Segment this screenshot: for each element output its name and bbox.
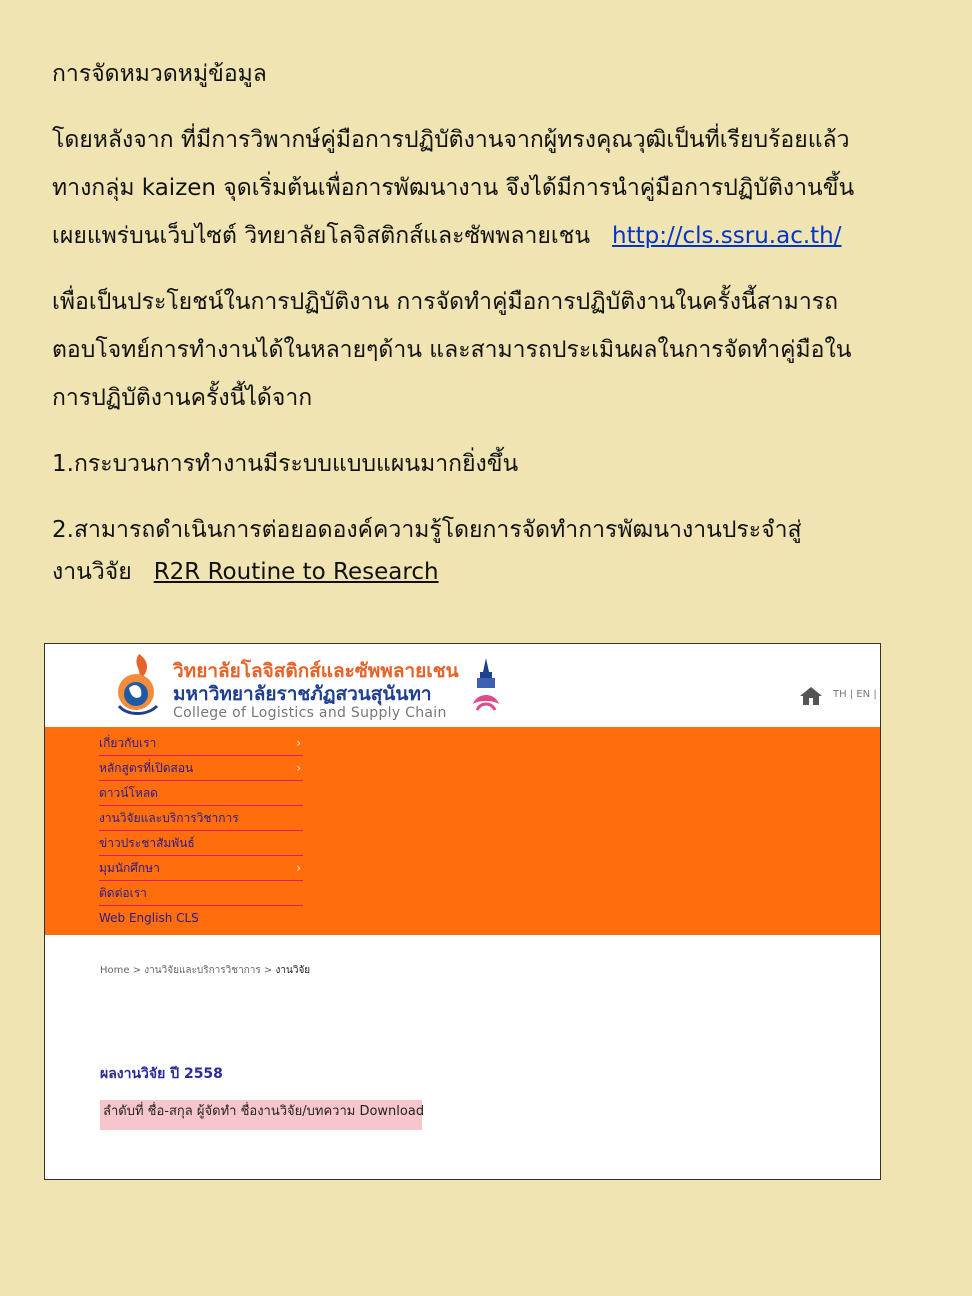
nav-item-label: ติดต่อเรา [99, 886, 147, 900]
website-link[interactable]: http://cls.ssru.ac.th/ [612, 223, 842, 249]
nav-item-label: Web English CLS [99, 911, 199, 925]
nav-item-students[interactable] [99, 856, 303, 881]
list-item-2-line-1: 2.สามารถดำเนินการต่อยอดองค์ความรู้โดยการจัดทำการพัฒนางานประจำสู่ [52, 517, 802, 543]
breadcrumb-home[interactable]: Home [100, 965, 130, 976]
research-table-header: ลำดับที่ ชื่อ-สกุล ผู้จัดทำ ชื่องานวิจัย/บทความ Download [100, 1100, 422, 1130]
r2r-link[interactable]: R2R Routine to Research [153, 559, 439, 585]
nav-item-english[interactable] [99, 906, 303, 930]
breadcrumb-current: งานวิจัย [275, 965, 311, 976]
research-title: ผลงานวิจัย ปี 2558 [100, 1066, 223, 1082]
nav-item-label: ข่าวประชาสัมพันธ์ [99, 836, 195, 850]
chevron-right-icon: › [296, 861, 301, 875]
paragraph-2-line-2: ตอบโจทย์การทำงานได้ในหลายๆด้าน และสามารถประเมินผลในการจัดทำคู่มือใน [52, 337, 852, 363]
nav-item-about[interactable] [99, 731, 303, 756]
chevron-right-icon: › [296, 761, 301, 775]
paragraph-1-line-2: ทางกลุ่ม kaizen จุดเริ่มต้นเพื่อการพัฒนางาน จึงได้มีการนำคู่มือการปฏิบัติงานขึ้น [52, 175, 855, 201]
paragraph-1-line-3 [52, 212, 842, 260]
list-item-1: 1.กระบวนการทำงานมีระบบแบบแผนมากยิ่งขึ้น [52, 451, 519, 477]
main-nav [45, 727, 880, 935]
paragraph-2-line-3: การปฏิบัติงานครั้งนี้ได้จาก [52, 385, 313, 411]
nav-item-contact[interactable] [99, 881, 303, 906]
college-name-th: วิทยาลัยโลจิสติกส์และซัพพลายเชน [173, 660, 459, 682]
college-logo-icon [109, 652, 163, 718]
chevron-right-icon: › [296, 736, 301, 750]
site-header [45, 644, 880, 727]
nav-item-label: หลักสูตรที่เปิดสอน [99, 761, 194, 775]
language-switch[interactable]: TH | EN | [833, 689, 877, 700]
paragraph-1-line-3-text: เผยแพร่บนเว็บไซต์ วิทยาลัยโลจิสติกส์และซัพพลายเชน [52, 223, 591, 249]
list-item-2-line-2 [52, 548, 439, 596]
breadcrumb [100, 963, 310, 978]
list-item-2-text: งานวิจัย [52, 559, 132, 585]
nav-item-label: งานวิจัยและบริการวิชาการ [99, 811, 239, 825]
university-crest-icon [471, 658, 501, 716]
breadcrumb-separator: > [263, 965, 273, 976]
nav-item-label: เกี่ยวกับเรา [99, 736, 157, 750]
nav-item-programs[interactable] [99, 756, 303, 781]
breadcrumb-section[interactable]: งานวิจัยและบริการวิชาการ [144, 965, 261, 976]
document-heading: การจัดหมวดหมู่ข้อมูล [52, 61, 267, 87]
nav-item-download[interactable] [99, 781, 303, 806]
college-name-en: College of Logistics and Supply Chain [173, 705, 447, 721]
paragraph-1-line-1: โดยหลังจาก ที่มีการวิพากษ์คู่มือการปฏิบัติงานจากผู้ทรงคุณวุฒิเป็นที่เรียบร้อยแล้ว [52, 127, 850, 153]
breadcrumb-separator: > [132, 965, 142, 976]
paragraph-2-line-1: เพื่อเป็นประโยชน์ในการปฏิบัติงาน การจัดทำคู่มือการปฏิบัติงานในครั้งนี้สามารถ [52, 289, 839, 315]
website-screenshot [44, 643, 881, 1180]
university-name-th: มหาวิทยาลัยราชภัฏสวนสุนันทา [173, 683, 432, 705]
nav-item-label: มุมนักศึกษา [99, 861, 160, 875]
home-icon[interactable] [799, 686, 823, 706]
nav-item-research[interactable] [99, 806, 303, 831]
nav-item-label: ดาวน์โหลด [99, 786, 158, 800]
nav-item-news[interactable] [99, 831, 303, 856]
